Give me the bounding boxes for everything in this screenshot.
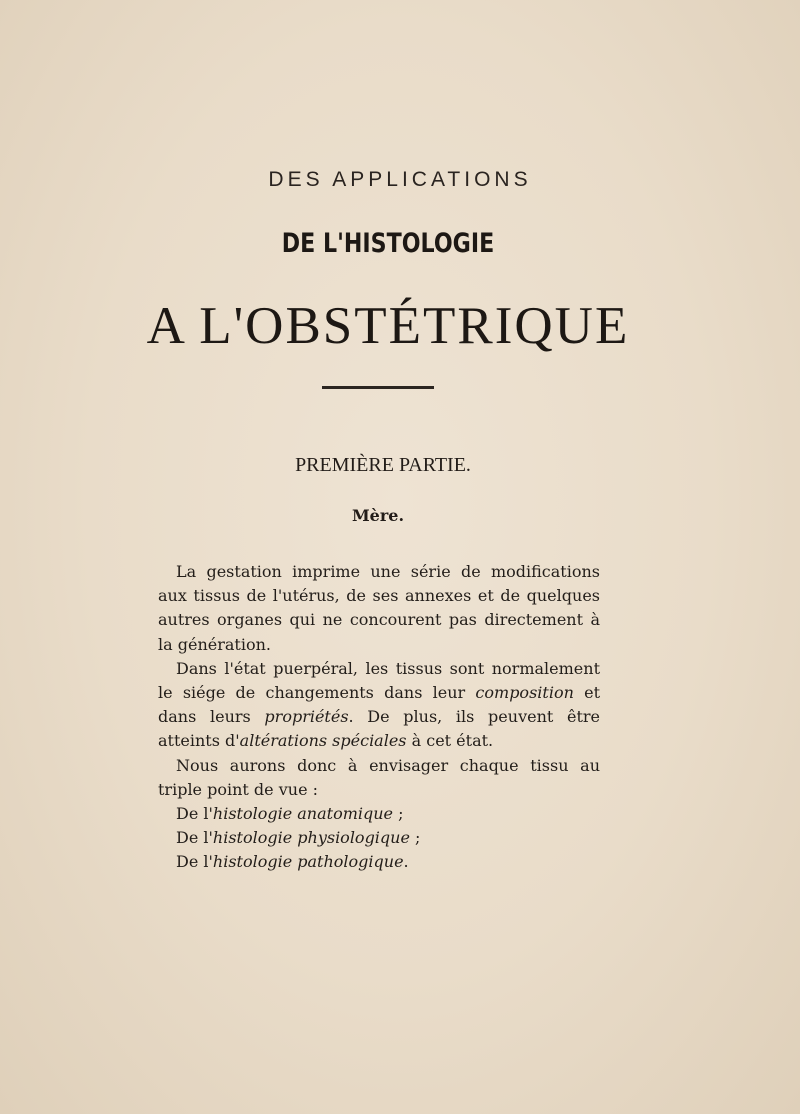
emphasis-alterations: altérations spéciales <box>239 731 407 751</box>
title-divider <box>322 386 434 389</box>
list-item-emphasis: histologie anatomique <box>212 804 394 824</box>
paragraph-2-end: à cet état. <box>406 731 494 751</box>
paragraph-3: Nous aurons donc à envisager chaque tissu au triple point de vue : <box>158 755 600 799</box>
list-item-emphasis: histologie pathologique <box>212 852 404 872</box>
list-item-suffix: ; <box>409 828 421 848</box>
emphasis-proprietes: propriétés <box>264 707 349 727</box>
list-item <box>158 802 600 826</box>
list-item-prefix: De l' <box>176 828 213 848</box>
list-item-prefix: De l' <box>176 852 213 872</box>
paragraph-2 <box>158 657 600 754</box>
list-item <box>158 826 600 850</box>
emphasis-composition: composition <box>475 683 574 703</box>
list-item-emphasis: histologie physiologique <box>212 828 410 848</box>
section-heading: Mère. <box>351 506 405 525</box>
paragraph-2-mid-2: . De plus, ils peuvent être atteints d' <box>158 707 601 751</box>
list-item-suffix: . <box>403 852 409 872</box>
body-text <box>158 560 600 875</box>
title-line-1: DES APPLICATIONS <box>268 168 532 191</box>
title-line-2: DE L'HISTOLOGIE <box>281 228 495 259</box>
paragraph-2-mid-1: et dans leurs <box>158 683 601 727</box>
list-item <box>158 850 600 874</box>
viewpoint-list <box>158 802 600 875</box>
list-item-prefix: De l' <box>176 804 213 824</box>
paragraph-1: La gestation imprime une série de modifications aux tissus de l'utérus, de ses annexes et de quelques autres organes qui ne concourent pas directement à la génération. <box>158 562 600 654</box>
title-line-3: A L'OBSTÉTRIQUE <box>146 297 630 355</box>
part-heading: PREMIÈRE PARTIE. <box>295 454 471 476</box>
list-item-suffix: ; <box>393 804 404 824</box>
paragraph-2-start: Dans l'état puerpéral, les tissus sont normalement le siége de changements dans leur <box>158 658 600 703</box>
